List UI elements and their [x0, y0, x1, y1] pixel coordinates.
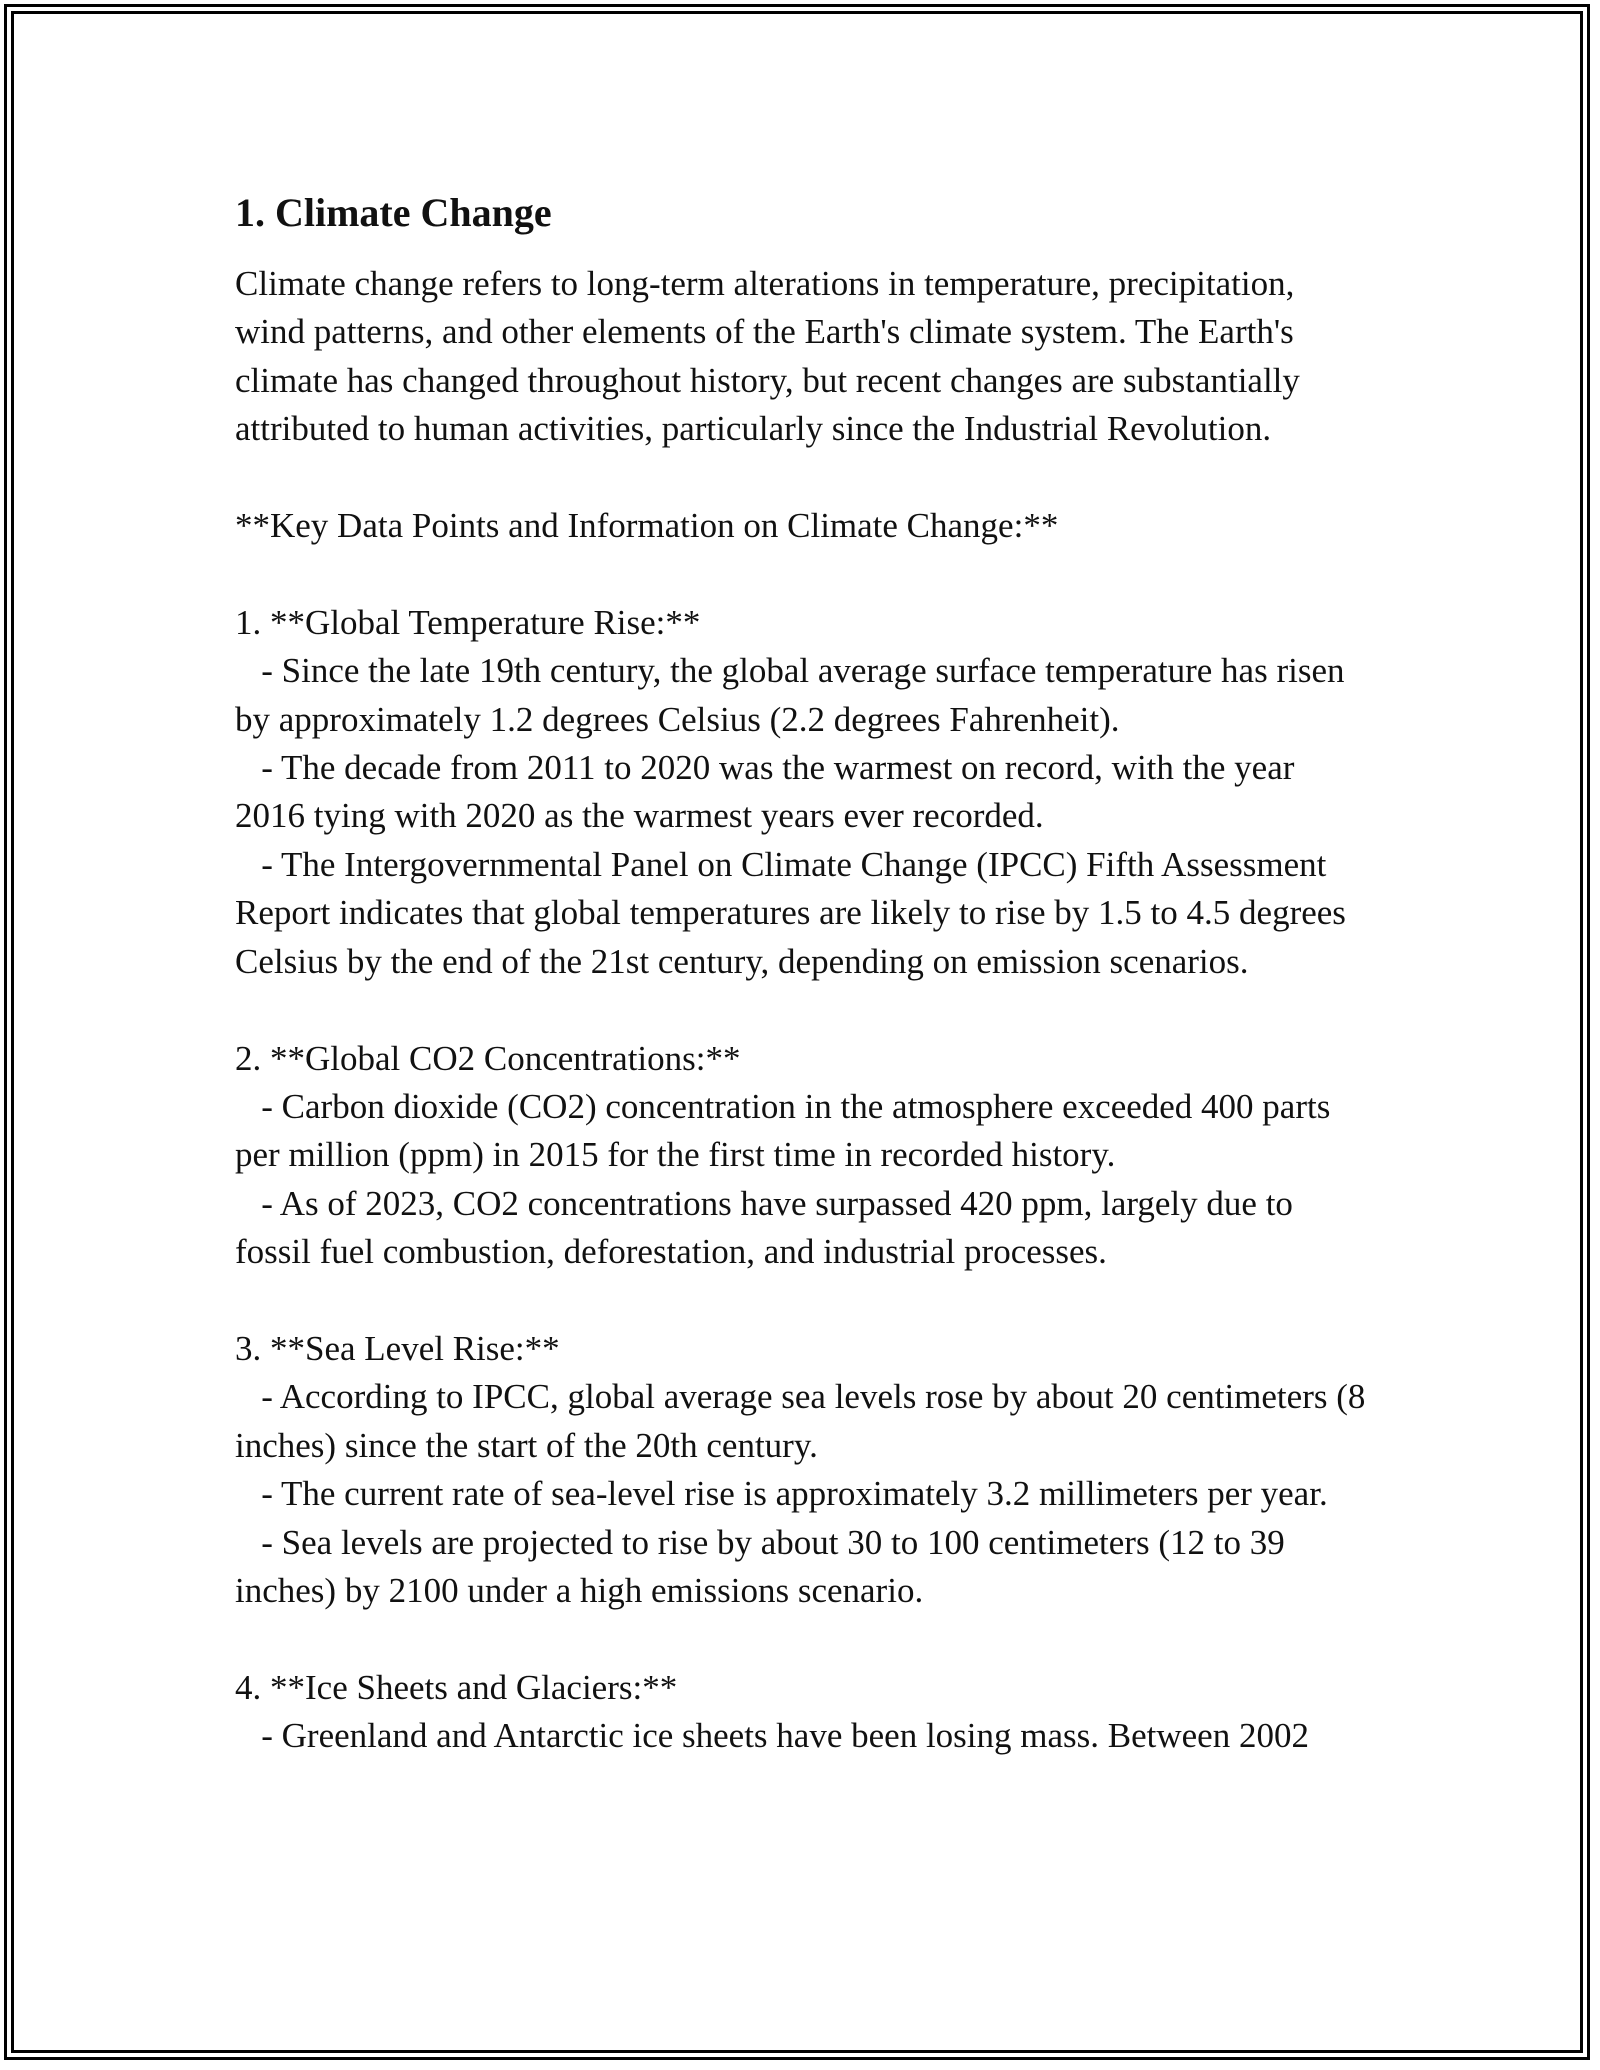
section-title: 1. Climate Change [235, 190, 552, 235]
body-text: Climate change refers to long-term alterations in temperature, precipitation, wind patterns, and other elements of the Earth's climate system. The Earth's climate has changed throughout history, but recent changes are substantially attributed to human activities, particularly since the Industrial Revolution. **Key Data Points and Information on Climate Change:** 1. **Global Temperature Rise:** - Since the late 19th century, the global average surface temperature has risen by approximately 1.2 degrees Celsius (2.2 degrees Fahrenheit). - The decade from 2011 to 2020 was the warmest on record, with the year 2016 tying with 2020 as the warmest years ever recorded. - The Intergovernmental Panel on Climate Change (IPCC) Fifth Assessment Report indicates that global temperatures are likely to rise by 1.5 to 4.5 degrees Celsius by the end of the 21st century, depending on emission scenarios. 2. **Global CO2 Concentrations:** - Carbon dioxide (CO2) concentration in the atmosphere exceeded 400 parts per million (ppm) in 2015 for the first time in recorded history. - As of 2023, CO2 concentrations have surpassed 420 ppm, largely due to fossil fuel combustion, deforestation, and industrial processes. 3. **Sea Level Rise:** - According to IPCC, global average sea levels rose by about 20 centimeters (8 inches) since the start of the 20th century. - The current rate of sea-level rise is approximately 3.2 millimeters per year. - Sea levels are projected to rise by about 30 to 100 centimeters (12 to 39 inches) by 2100 under a high emissions scenario. 4. **Ice Sheets and Glaciers:** - Greenland and Antarctic ice sheets have been losing mass. Between 2002 [235, 264, 1366, 1756]
document-content [235, 186, 1370, 1761]
